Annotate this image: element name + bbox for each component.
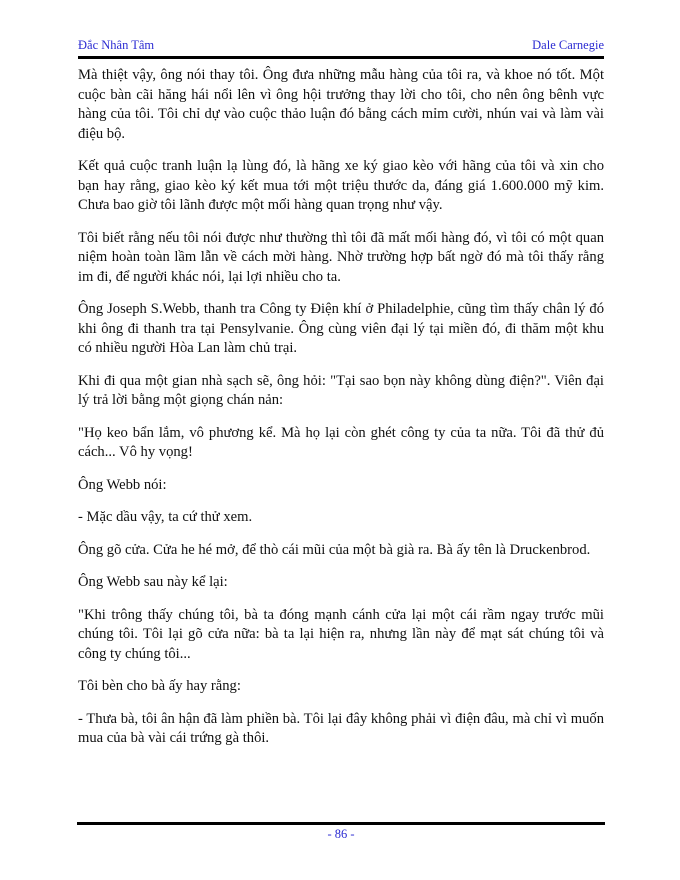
paragraph: Tôi biết rằng nếu tôi nói được như thường thì tôi đã mất mối hàng đó, vì tôi có một quan niệm hoàn toàn lầm lẫn về cách mời hàng. Nhờ trường hợp bất ngờ đó mà tôi thấy rằng im đi, để người khác nói, lại lợi nhiều cho ta.: [78, 229, 604, 285]
paragraph: Ông Webb nói:: [78, 476, 167, 493]
header-author: Dale Carnegie: [532, 38, 604, 52]
page-body: [78, 66, 604, 762]
page-footer: [77, 822, 605, 842]
paragraph: "Họ keo bẩn lắm, vô phương kể. Mà họ lại còn ghét công ty của ta nữa. Tôi đã thử đủ cách... Vô hy vọng!: [78, 424, 604, 460]
paragraph: "Khi trông thấy chúng tôi, bà ta đóng mạnh cánh cửa lại một cái rầm ngay trước mũi chúng tôi. Tôi lại gõ cửa nữa: bà ta lại hiện ra, nhưng lần này để mạt sát chúng tôi và công ty chúng tôi...: [78, 606, 604, 662]
paragraph: Khi đi qua một gian nhà sạch sẽ, ông hỏi: "Tại sao bọn này không dùng điện?". Viên đại lý trả lời bằng một giọng chán nản:: [78, 372, 604, 408]
paragraph: Ông Webb sau này kể lại:: [78, 574, 228, 590]
header-book-title: Đắc Nhân Tâm: [78, 38, 155, 52]
page-number: - 86 -: [327, 827, 355, 841]
paragraph: Tôi bèn cho bà ấy hay rằng:: [78, 678, 241, 694]
paragraph: - Thưa bà, tôi ân hận đã làm phiền bà. Tôi lại đây không phải vì điện đâu, mà chỉ vì muốn mua của bà vài cái trứng gà thôi.: [78, 710, 604, 746]
paragraph: Ông gõ cửa. Cửa he hé mở, để thò cái mũi của một bà già ra. Bà ấy tên là Druckenbrod.: [78, 541, 591, 558]
paragraph: Kết quả cuộc tranh luận lạ lùng đó, là hãng xe ký giao kèo với hãng của tôi và xin cho bạn hay rằng, giao kèo ký kết mua tới một triệu thước da, đáng giá 1.600.000 mỹ kim. Chưa bao giờ tôi lãnh được một mối hàng quan trọng như vậy.: [78, 158, 604, 213]
page-header: [78, 38, 604, 59]
paragraph: - Mặc dầu vậy, ta cứ thử xem.: [78, 509, 253, 525]
paragraph: Ông Joseph S.Webb, thanh tra Công ty Điện khí ở Philadelphie, cũng tìm thấy chân lý đó khi ông đi thanh tra tại Pensylvanie. Ông cùng viên đại lý tại miền đó, đi thăm một khu có nhiều người Hòa Lan làm chủ trại.: [78, 301, 604, 356]
paragraph: Mà thiệt vậy, ông nói thay tôi. Ông đưa những mẫu hàng của tôi ra, và khoe nó tốt. Một cuộc bàn cãi hăng hái nổi lên vì ông hội trưởng thay lời cho tôi, cho nên ông bênh vực hàng của tôi. Tôi chỉ dự vào cuộc thảo luận đó bằng cách mỉm cười, nhún vai và làm vài điệu bộ.: [78, 67, 604, 142]
